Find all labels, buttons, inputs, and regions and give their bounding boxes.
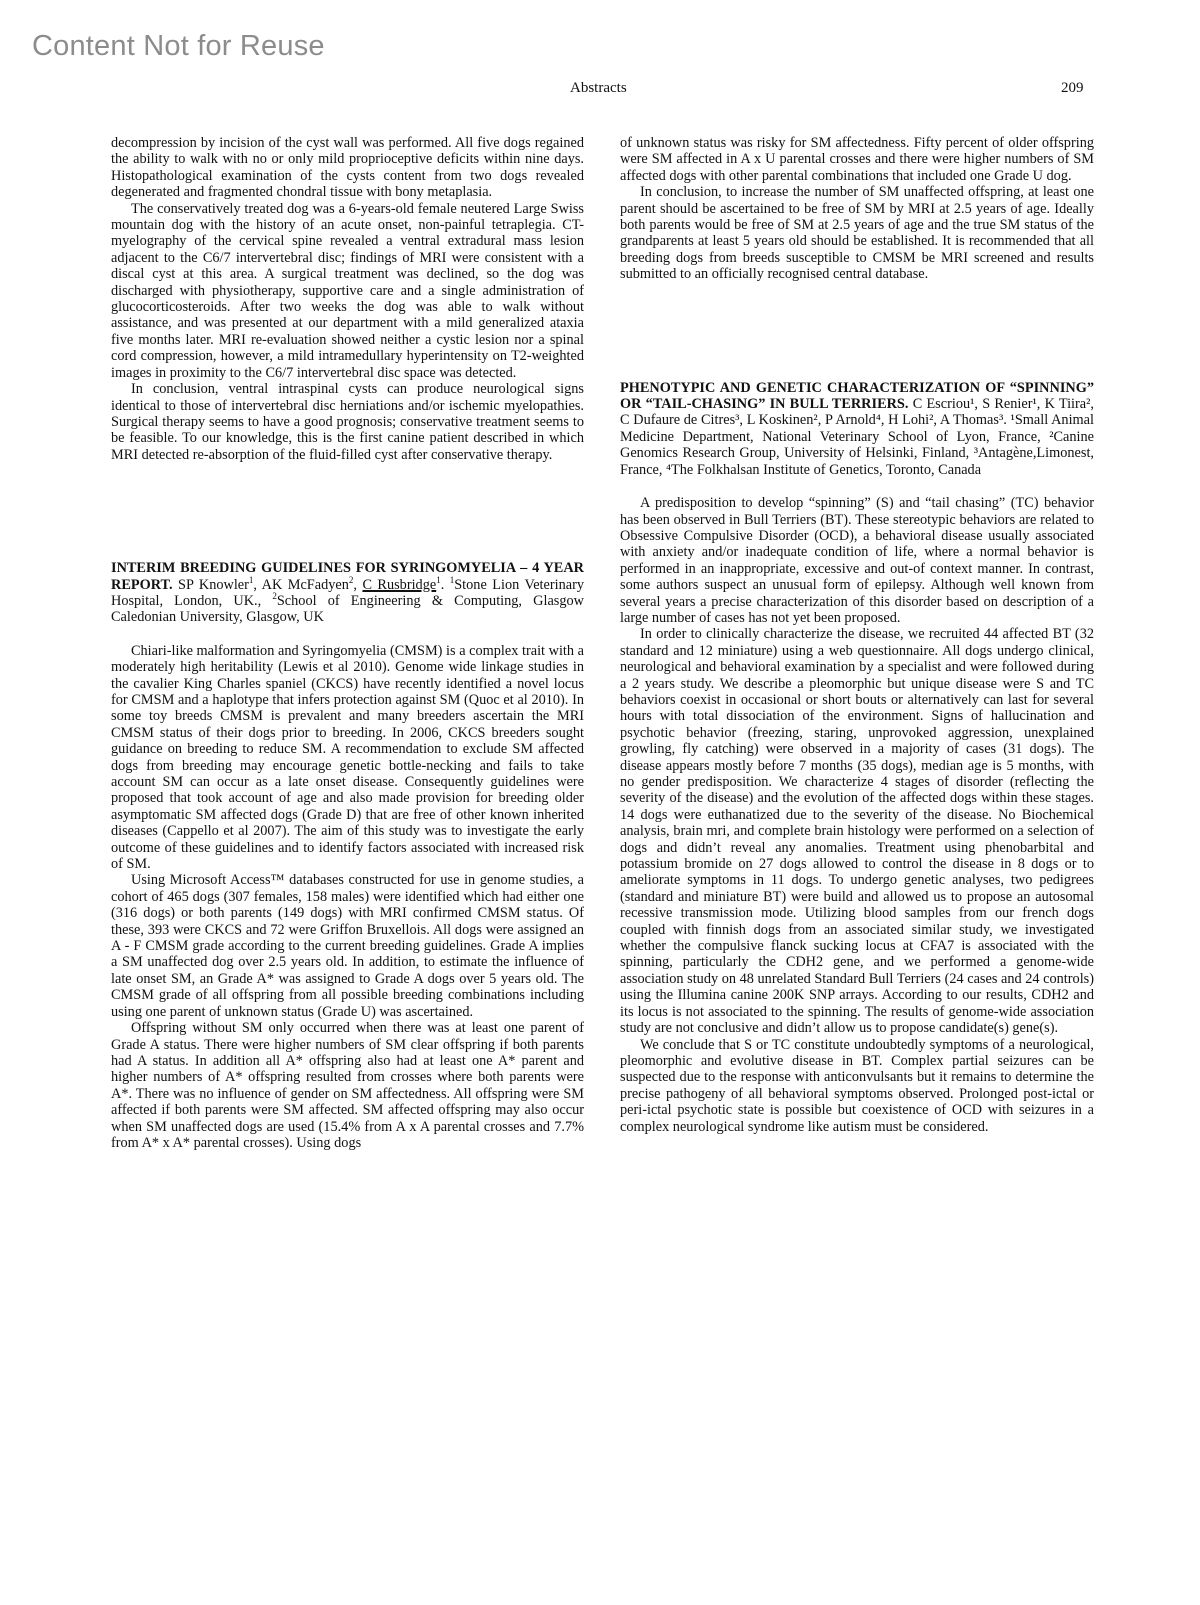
- affiliation: Stone Lion Veterinary Hospital, London, UK.,: [111, 576, 584, 609]
- paragraph: Chiari-like malformation and Syringomyelia (CMSM) is a complex trait with a moderately high heritability (Lewis et al 2010). Genome wide linkage studies in the cavalier King Charles spaniel (CKCS) have recently identified a novel locus for CMSM and a haplotype that infers protection against SM (Quoc et al 2010). In some toy breeds CMSM is prevalent and many breeders ascertain the MRI CMSM status of their dogs prior to breeding. In 2006, CKCS breeders sought guidance on breeding to reduce SM. A recommendation to exclude SM affected dogs from breeding may encourage genetic bottle-necking and fails to take account SM can occur as a late onset disease. Consequently guidelines were proposed that took account of age and also made provision for breeding older asymptomatic SM affected dogs (Grade D) that are free of other known inherited diseases (Cappello et al 2007). The aim of this study was to investigate the early outcome of these guidelines and to identify factors associated with increased risk of SM.: [111, 642, 584, 873]
- affiliation-marker: 2: [272, 591, 277, 602]
- paragraph: The conservatively treated dog was a 6-years-old female neutered Large Swiss mountain dog with the history of an acute onset, non-painful tetraplegia. CT-myelography of the cervical spine revealed a ventral extradural mass lesion adjacent to the C6/7 intervertebral disc; findings of MRI were consistent with a discal cyst at this area. A surgical treatment was declined, so the dog was discharged with physiotherapy, supportive care and a single administration of glucocorticosteroids. After two weeks the dog was able to walk without assistance, and was presented at our department with a mild generalized ataxia five months later. MRI re-evaluation showed neither a cystic lesion nor a spinal cord compression, however, a mild intramedullary hyperintensity on T2-weighted images in proximity to the C6/7 intervertebral disc space was detected.: [111, 200, 584, 381]
- paragraph: We conclude that S or TC constitute undoubtedly symptoms of a neurological, pleomorphic and evolutive disease in BT. Complex partial seizures can be suspected due to the response with anticonvulsants but it remains to determine the precise pathogeny of all behavioral symptoms observed. Prolonged post-ictal or peri-ictal psychotic state is possible but coexistence of OCD with seizures in a complex neurological syndrome like autism must be considered.: [620, 1036, 1094, 1135]
- right-column: [620, 135, 1094, 1135]
- paragraph: A predisposition to develop “spinning” (S) and “tail chasing” (TC) behavior has been observed in Bull Terriers (BT). These stereotypic behaviors are related to Obsessive Compulsive Disorder (OCD), a behavioral disease usually associated with anxiety and/or inadequate condition of life, where a normal behavior is performed in an inappropriate, excessive and out-of context manner. In contrast, some authors suspect an unusual form of epilepsy. Although well known from several years a precise characterization of this disorder based on description of a large number of cases has not yet been proposed.: [620, 495, 1094, 626]
- page-number: 209: [1061, 80, 1084, 96]
- authors-and-affiliations: C Escriou¹, S Renier¹, K Tiira², C Dufaure de Citres³, L Koskinen², P Arnold⁴, H Lohi², A Thomas³. ¹Small Animal Medicine Department, National Veterinary School of Lyon, France, ²Canine Genomics Research Group, University of Helsinki, Finland, ³Antagène,Limonest, France, ⁴The Folkhalsan Institute of Genetics, Toronto, Canada: [620, 396, 1094, 478]
- paragraph: In conclusion, ventral intraspinal cysts can produce neurological signs identical to those of intervertebral disc herniations and/or ischemic myelopathies. Surgical therapy seems to have a good prognosis; conservative treatment seems to be feasible. To our knowledge, this is the first canine patient described in which MRI detected re-absorption of the fluid-filled cyst after conservative therapy.: [111, 381, 584, 463]
- paragraph: Using Microsoft Access™ databases constructed for use in genome studies, a cohort of 465 dogs (307 females, 158 males) were identified which had either one (316 dogs) or both parents (149 dogs) with MRI confirmed CMSM status. Of these, 393 were CKCS and 72 were Griffon Bruxellois. All dogs were assigned an A - F CMSM grade according to the current breeding guidelines. Grade A implies a SM unaffected dog over 2.5 years old. In addition, to estimate the influence of late onset SM, an Grade A* was assigned to Grade A dogs over 5 years old. The CMSM grade of all offspring from all possible breeding combinations including using one parent of unknown status (Grade U) was ascertained.: [111, 872, 584, 1020]
- affiliation: School of Engineering & Computing, Glasgow Caledonian University, Glasgow, UK: [111, 592, 584, 626]
- abstract-title: INTERIM BREEDING GUIDELINES FOR SYRINGOMYELIA – 4 YEAR REPORT.: [111, 560, 584, 593]
- author-name: , AK McFadyen: [253, 576, 349, 593]
- paragraph: decompression by incision of the cyst wall was performed. All five dogs regained the ability to walk with no or only mild proprioceptive deficits within nine days. Histopathological examination of the cysts content from two dogs revealed degenerated and fragmented chondral tissue with bony metaplasia.: [111, 135, 584, 201]
- affiliation-marker: 2: [348, 574, 354, 585]
- author-name: SP Knowler: [172, 576, 249, 593]
- paragraph: of unknown status was risky for SM affectedness. Fifty percent of older offspring were SM affected in A x U parental crosses and there were higher numbers of SM affected dogs with other parental combinations that included one Grade U dog.: [620, 135, 1094, 184]
- affiliation-marker: 1: [449, 574, 455, 585]
- watermark: Content Not for Reuse: [32, 30, 325, 62]
- paragraph: In conclusion, to increase the number of SM unaffected offspring, at least one parent should be ascertained to be free of SM by MRI at 2.5 years of age. Ideally both parents would be free of SM at 2.5 years of age and the true SM status of the grandparents at least 5 years old should be established. It is recommended that all breeding dogs from breeds susceptible to CMSM be MRI screened and results submitted to an officially recognised central database.: [620, 184, 1094, 283]
- affiliation-marker: 1: [248, 574, 254, 585]
- running-head: [0, 80, 1200, 102]
- left-column: [111, 135, 584, 1151]
- author-separator: ,: [353, 576, 363, 593]
- presenting-author: C Rusbridge: [362, 576, 437, 593]
- running-head-title: Abstracts: [570, 80, 627, 96]
- abstract-heading: [111, 560, 584, 626]
- affiliation-marker: 1: [436, 574, 441, 585]
- paragraph: Offspring without SM only occurred when there was at least one parent of Grade A status. There were higher numbers of SM clear offspring if both parents had A status. In addition all A* offspring also had at least one A* parent and higher numbers of A* offspring resulted from crosses where both parents were A*. There was no influence of gender on SM affectedness. All offspring were SM affected if both parents were SM affected. SM affected offspring may also occur when SM unaffected dogs are used (15.4% from A x A parental crosses and 7.7% from A* x A* parental crosses). Using dogs: [111, 1020, 584, 1151]
- abstract-heading: [620, 380, 1094, 478]
- author-separator: .: [440, 576, 450, 593]
- abstract-title: PHENOTYPIC AND GENETIC CHARACTERIZATION OF “SPINNING” OR “TAIL-CHASING” IN BULL TERRIERS.: [620, 379, 1094, 413]
- paragraph: In order to clinically characterize the disease, we recruited 44 affected BT (32 standard and 12 miniature) using a web questionnaire. All dogs undergo clinical, neurological and behavioral examination by a specialist and were followed during a 2 years study. We describe a pleomorphic but unique disease were S and TC behaviors coexist in occasional or short bouts or alternatively can last for several hours with total dissociation of the environment. Signs of hallucination and psychotic behavior (freezing, staring, unprovoked aggression, unexplained growling, fly catching) were observed in a majority of cases (31 dogs). The disease appears mostly before 7 months (35 dogs), median age is 5 months, with no gender predisposition. We characterize 4 stages of disorder (reflecting the severity of the disease) and the evolution of the affected dogs within these stages. 14 dogs were euthanatized due to the severity of the disease. No Biochemical analysis, brain mri, and complete brain histology were performed on a selection of dogs and didn’t reveal any anomalies. Treatment using phenobarbital and potassium bromide on 27 dogs allowed to control the disease in 8 dogs or to ameliorate symptoms in 11 dogs. To undergo genetic analyses, two pedigrees (standard and miniature BT) were build and allowed us to propose an autosomal recessive transmission mode. Utilizing blood samples from our french dogs coupled with finnish dogs from an associated similar study, we investigated whether the compulsive flanck sucking locus at CFA7 is associated with the spinning, particularly the CDH2 gene, and we performed a genome-wide association study on 48 unrelated Standard Bull Terriers (24 cases and 24 controls) using the Illumina canine 200K SNP arrays. According to our results, CDH2 and its locus is not associated to the spinning. The results of genome-wide association study are not conclusive and didn’t allow us to propose candidate(s) gene(s).: [620, 626, 1094, 1037]
